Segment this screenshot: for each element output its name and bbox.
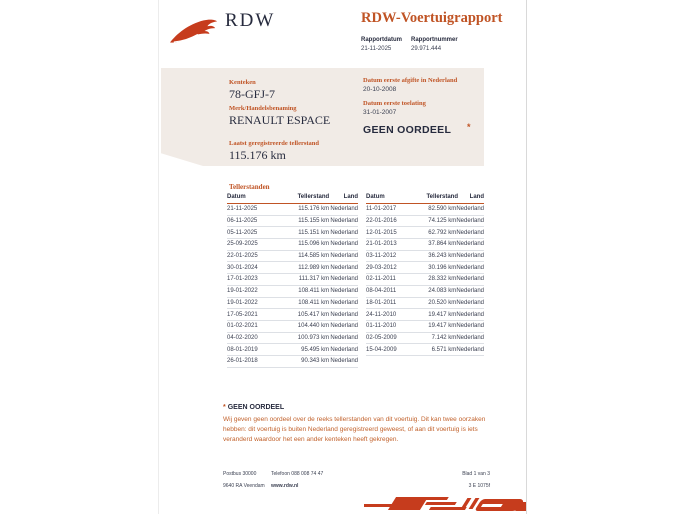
table-cell: Nederland bbox=[456, 206, 484, 213]
table-header bbox=[366, 194, 484, 204]
table-cell: 08-04-2011 bbox=[366, 288, 397, 295]
odometer-table-right bbox=[366, 194, 484, 356]
table-cell: 22-01-2016 bbox=[366, 218, 397, 225]
table-cell: Nederland bbox=[456, 264, 484, 271]
table-cell: 95.495 km bbox=[301, 346, 330, 353]
table-row bbox=[227, 239, 358, 251]
rdw-falcon-logo-icon bbox=[169, 16, 219, 46]
table-cell: 19-01-2022 bbox=[227, 299, 258, 306]
verdict-text: GEEN OORDEEL bbox=[363, 124, 452, 136]
table-cell: Nederland bbox=[330, 229, 358, 236]
report-date-label: Rapportdatum bbox=[361, 37, 402, 43]
footer-address-line2: 9640 RA Veendam bbox=[223, 483, 265, 489]
tellerstanden-title: Tellerstanden bbox=[229, 183, 270, 191]
table-cell: 19.417 km bbox=[428, 323, 457, 330]
table-row bbox=[366, 286, 484, 298]
table-cell: 02-11-2011 bbox=[366, 276, 396, 283]
table-row bbox=[366, 227, 484, 239]
bottom-wing-motif bbox=[364, 494, 526, 514]
table-row bbox=[227, 298, 358, 310]
table-cell: 115.155 km bbox=[298, 218, 330, 225]
table-cell: 108.411 km bbox=[298, 299, 330, 306]
table-cell: 02-05-2009 bbox=[366, 334, 397, 341]
table-row bbox=[366, 309, 484, 321]
table-cell: Nederland bbox=[456, 253, 484, 260]
table-cell: 105.417 km bbox=[297, 311, 330, 318]
table-cell: 74.125 km bbox=[428, 218, 457, 225]
decorative-stripe bbox=[481, 504, 503, 507]
laatste-tellerstand-label: Laatst geregistreerde tellerstand bbox=[229, 140, 320, 147]
table-cell: 17-01-2023 bbox=[227, 276, 258, 283]
table-cell: 19.417 km bbox=[428, 311, 457, 318]
table-cell: Nederland bbox=[330, 299, 358, 306]
table-cell: 7.142 km bbox=[431, 334, 457, 341]
column-header-datum: Datum bbox=[227, 194, 246, 200]
column-header-tellerstand: Tellerstand bbox=[297, 194, 330, 200]
table-cell: 108.411 km bbox=[298, 288, 330, 295]
table-cell: 114.585 km bbox=[298, 253, 330, 260]
footnote-asterisk-icon: * bbox=[223, 404, 226, 411]
table-cell: 6.571 km bbox=[431, 346, 457, 353]
table-cell: Nederland bbox=[330, 358, 358, 365]
table-cell: Nederland bbox=[330, 253, 358, 260]
table-cell: Nederland bbox=[330, 334, 358, 341]
table-cell: Nederland bbox=[330, 323, 358, 330]
table-cell: 30-01-2024 bbox=[227, 264, 258, 271]
table-cell: 82.590 km bbox=[428, 206, 457, 213]
report-page bbox=[158, 0, 527, 514]
table-row bbox=[227, 333, 358, 345]
afgifte-label: Datum eerste afgifte in Nederland bbox=[363, 77, 458, 84]
decorative-stripe bbox=[415, 497, 449, 500]
table-cell: 112.989 km bbox=[298, 264, 330, 271]
table-cell: Nederland bbox=[456, 288, 484, 295]
table-row bbox=[366, 262, 484, 274]
table-cell: 04-02-2020 bbox=[227, 334, 258, 341]
table-row bbox=[366, 298, 484, 310]
table-cell: 19-01-2022 bbox=[227, 288, 258, 295]
table-cell: Nederland bbox=[456, 241, 484, 248]
kenteken-label: Kenteken bbox=[229, 79, 256, 86]
table-cell: Nederland bbox=[330, 311, 358, 318]
table-cell: 21-01-2013 bbox=[366, 241, 397, 248]
toelating-value: 31-01-2007 bbox=[363, 109, 397, 116]
report-number-value: 29.971.444 bbox=[411, 46, 442, 52]
table-row bbox=[227, 262, 358, 274]
table-row bbox=[227, 204, 358, 216]
table-cell: 25-09-2025 bbox=[227, 241, 258, 248]
table-cell: 30.196 km bbox=[428, 264, 457, 271]
table-row bbox=[227, 344, 358, 356]
table-cell: Nederland bbox=[330, 241, 358, 248]
footer-phone: Telefoon 088 008 74 47 bbox=[271, 471, 324, 477]
table-cell: 90.343 km bbox=[301, 358, 330, 365]
table-cell: Nederland bbox=[456, 218, 484, 225]
kenteken-value: 78-GFJ-7 bbox=[229, 87, 276, 101]
table-cell: Nederland bbox=[330, 288, 358, 295]
table-row bbox=[227, 274, 358, 286]
table-row bbox=[227, 356, 358, 368]
table-cell: 104.440 km bbox=[297, 323, 330, 330]
table-cell: 15-04-2009 bbox=[366, 346, 397, 353]
toelating-label: Datum eerste toelating bbox=[363, 100, 426, 107]
report-date-value: 21-11-2025 bbox=[361, 46, 392, 52]
table-row bbox=[366, 204, 484, 216]
table-cell: Nederland bbox=[456, 346, 484, 353]
table-cell: Nederland bbox=[330, 218, 358, 225]
table-cell: 05-11-2025 bbox=[227, 229, 258, 236]
rdw-logo-text: RDW bbox=[225, 10, 276, 31]
table-row bbox=[366, 274, 484, 286]
footer-page-number: Blad 1 van 3 bbox=[462, 471, 490, 477]
table-cell: 20.520 km bbox=[428, 299, 457, 306]
footnote-title bbox=[223, 404, 284, 411]
table-cell: 115.176 km bbox=[298, 206, 330, 213]
merk-label: Merk/Handelsbenaming bbox=[229, 105, 297, 112]
table-cell: 28.332 km bbox=[428, 276, 457, 283]
footnote-title-text: GEEN OORDEEL bbox=[227, 404, 285, 411]
table-cell: Nederland bbox=[330, 206, 358, 213]
table-row bbox=[366, 321, 484, 333]
table-cell: 18-01-2011 bbox=[366, 299, 397, 306]
page-title: RDW-Voertuigrapport bbox=[361, 10, 503, 26]
footer-address-line1: Postbus 30000 bbox=[223, 471, 257, 477]
table-cell: 115.151 km bbox=[298, 229, 330, 236]
merk-value: RENAULT ESPACE bbox=[229, 113, 331, 127]
table-row bbox=[227, 309, 358, 321]
table-cell: 36.243 km bbox=[428, 253, 457, 260]
table-cell: 111.317 km bbox=[298, 276, 330, 283]
column-header-datum: Datum bbox=[366, 194, 385, 200]
table-cell: Nederland bbox=[330, 276, 358, 283]
table-cell: 12-01-2015 bbox=[366, 229, 397, 236]
footer-website: www.rdw.nl bbox=[271, 483, 299, 489]
table-row bbox=[366, 239, 484, 251]
table-row bbox=[366, 216, 484, 228]
table-cell: 115.096 km bbox=[298, 241, 330, 248]
table-cell: 62.792 km bbox=[428, 229, 457, 236]
table-row bbox=[227, 286, 358, 298]
table-cell: 24.083 km bbox=[428, 288, 457, 295]
table-cell: 06-11-2025 bbox=[227, 218, 258, 225]
table-row bbox=[366, 333, 484, 345]
table-row bbox=[227, 321, 358, 333]
table-cell: Nederland bbox=[456, 311, 484, 318]
laatste-tellerstand-value: 115.176 km bbox=[229, 148, 286, 162]
table-header bbox=[227, 194, 358, 204]
decorative-stripe bbox=[425, 502, 457, 505]
table-cell: Nederland bbox=[456, 229, 484, 236]
verdict-asterisk-icon: * bbox=[467, 122, 471, 132]
table-cell: 26-01-2018 bbox=[227, 358, 258, 365]
table-cell: 01-11-2010 bbox=[366, 323, 397, 330]
table-cell: 01-02-2021 bbox=[227, 323, 258, 330]
column-header-land: Land bbox=[469, 194, 484, 200]
table-row bbox=[227, 227, 358, 239]
afgifte-value: 20-10-2008 bbox=[363, 86, 397, 93]
column-header-land: Land bbox=[343, 194, 358, 200]
table-cell: 37.864 km bbox=[428, 241, 457, 248]
table-cell: 17-05-2021 bbox=[227, 311, 258, 318]
table-cell: Nederland bbox=[456, 334, 484, 341]
table-cell: Nederland bbox=[456, 276, 484, 283]
table-row bbox=[227, 216, 358, 228]
table-cell: Nederland bbox=[330, 264, 358, 271]
table-cell: 29-03-2012 bbox=[366, 264, 397, 271]
table-cell: 03-11-2012 bbox=[366, 253, 397, 260]
table-cell: Nederland bbox=[456, 323, 484, 330]
report-number-label: Rapportnummer bbox=[411, 37, 458, 43]
table-cell: Nederland bbox=[330, 346, 358, 353]
odometer-table-left bbox=[227, 194, 358, 368]
footnote-body: Wij geven geen oordeel over de reeks tellerstanden van dit voertuig. Dit kan twee oorzaken hebben: dit voertuig is buiten Nederland geregistreerd geweest, of aan dit voertuig is iets veranderd waardoor het een ander kenteken heeft gekregen. bbox=[223, 416, 486, 443]
table-row bbox=[366, 251, 484, 263]
column-header-tellerstand: Tellerstand bbox=[426, 194, 459, 200]
table-row bbox=[366, 344, 484, 356]
table-cell: 21-11-2025 bbox=[227, 206, 258, 213]
table-cell: Nederland bbox=[456, 299, 484, 306]
table-cell: 100.973 km bbox=[297, 334, 330, 341]
footer-doc-code: 3 E 1075f bbox=[468, 483, 490, 489]
table-cell: 11-01-2017 bbox=[366, 206, 397, 213]
table-cell: 08-01-2019 bbox=[227, 346, 258, 353]
table-row bbox=[227, 251, 358, 263]
table-cell: 22-01-2025 bbox=[227, 253, 258, 260]
table-cell: 24-11-2010 bbox=[366, 311, 397, 318]
